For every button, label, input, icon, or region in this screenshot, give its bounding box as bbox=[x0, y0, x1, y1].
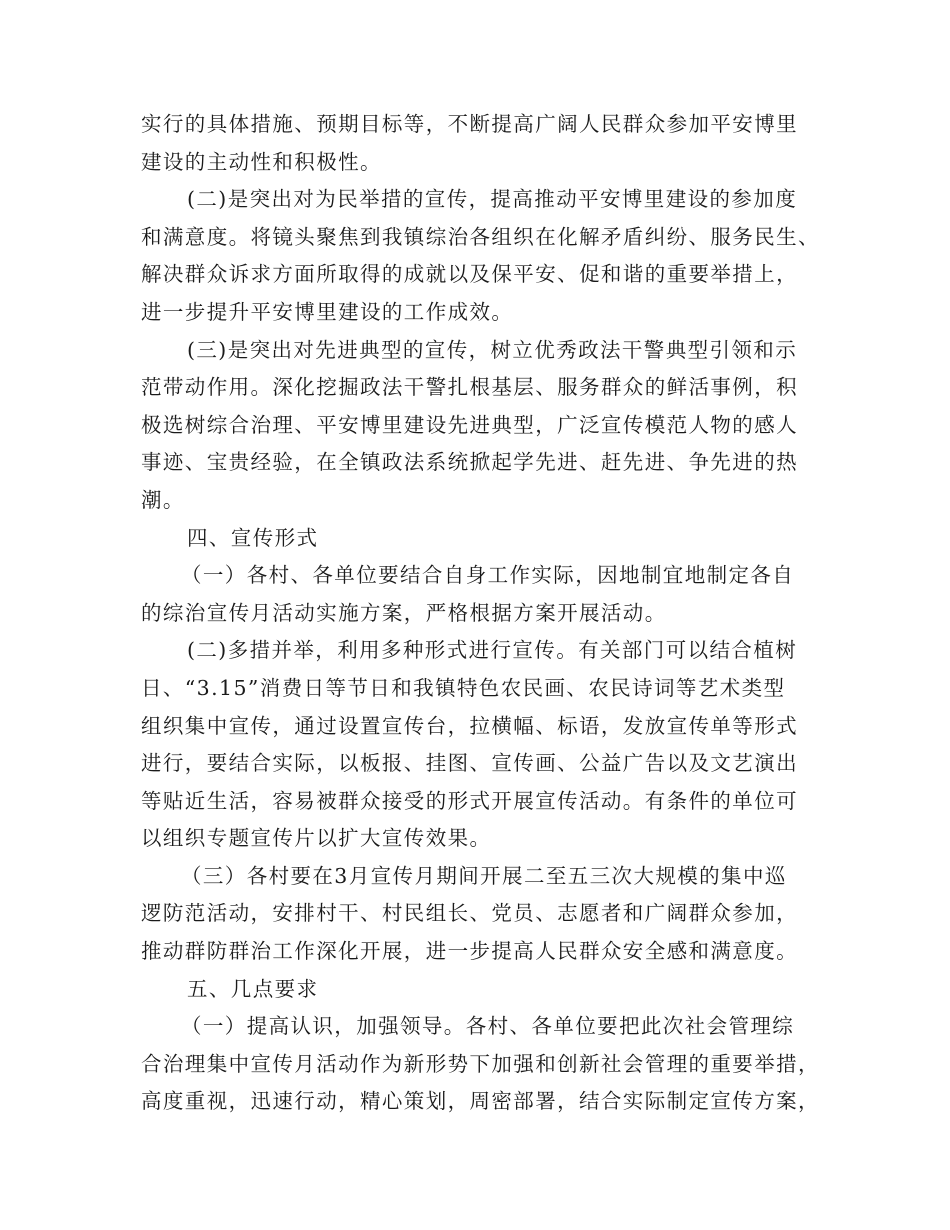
paragraph-start-line: （三）各村要在3月宣传月期间开展二至五三次大规模的集中巡 bbox=[181, 863, 787, 888]
text-line: 逻防范活动，安排村干、村民组长、党员、志愿者和广阔群众参加， bbox=[141, 901, 798, 926]
text-line: 极选树综合治理、平安博里建设先进典型，广泛宣传模范人物的感人 bbox=[141, 412, 798, 437]
section-heading: 四、宣传形式 bbox=[187, 525, 319, 550]
text-line: 潮。 bbox=[141, 487, 185, 512]
text-line: 解决群众诉求方面所取得的成就以及保平安、促和谐的重要举措上， bbox=[141, 262, 798, 287]
text-line: 范带动作用。深化挖掘政法干警扎根基层、服务群众的鲜活事例，积 bbox=[141, 375, 798, 400]
text-line: 高度重视，迅速行动，精心策划，周密部署，结合实际制定宣传方案， bbox=[141, 1089, 820, 1114]
text-line: 合治理集中宣传月活动作为新形势下加强和创新社会管理的重要举措， bbox=[141, 1051, 820, 1076]
paragraph-start-line: (二)多措并举，利用多种形式进行宣传。有关部门可以结合植树 bbox=[187, 638, 798, 663]
text-line: 的综治宣传月活动实施方案，严格根据方案开展活动。 bbox=[141, 600, 667, 625]
section-heading: 五、几点要求 bbox=[187, 976, 319, 1001]
text-line: 推动群防群治工作深化开展，进一步提高人民群众安全感和满意度。 bbox=[141, 939, 798, 964]
paragraph-start-line: （一）提高认识，加强领导。各村、各单位要把此次社会管理综 bbox=[181, 1014, 795, 1039]
text-line: 进一步提升平安博里建设的工作成效。 bbox=[141, 299, 514, 324]
text-line: 组织集中宣传，通过设置宣传台，拉横幅、标语，发放宣传单等形式 bbox=[141, 713, 798, 738]
paragraph-start-line: (三)是突出对先进典型的宣传，树立优秀政法干警典型引领和示 bbox=[187, 337, 798, 362]
text-line: 和满意度。将镜头聚焦到我镇综治各组织在化解矛盾纠纷、服务民生、 bbox=[141, 224, 820, 249]
text-line: 等贴近生活，容易被群众接受的形式开展宣传活动。有条件的单位可 bbox=[141, 788, 798, 813]
body-text bbox=[141, 106, 831, 1121]
text-line: 日、“3.15”消费日等节日和我镇特色农民画、农民诗词等艺术类型 bbox=[141, 675, 786, 700]
paragraph-start-line: (二)是突出对为民举措的宣传，提高推动平安博里建设的参加度 bbox=[187, 187, 798, 212]
text-line: 以组织专题宣传片以扩大宣传效果。 bbox=[141, 826, 492, 851]
paragraph-start-line: （一）各村、各单位要结合自身工作实际，因地制宜地制定各自 bbox=[181, 563, 795, 588]
text-line: 实行的具体措施、预期目标等，不断提高广阔人民群众参加平安博里 bbox=[141, 112, 798, 136]
text-line: 建设的主动性和积极性。 bbox=[141, 149, 382, 174]
text-line: 进行，要结合实际，以板报、挂图、宣传画、公益广告以及文艺演出 bbox=[141, 751, 798, 776]
text-line: 事迹、宝贵经验，在全镇政法系统掀起学先进、赶先进、争先进的热 bbox=[141, 450, 798, 475]
